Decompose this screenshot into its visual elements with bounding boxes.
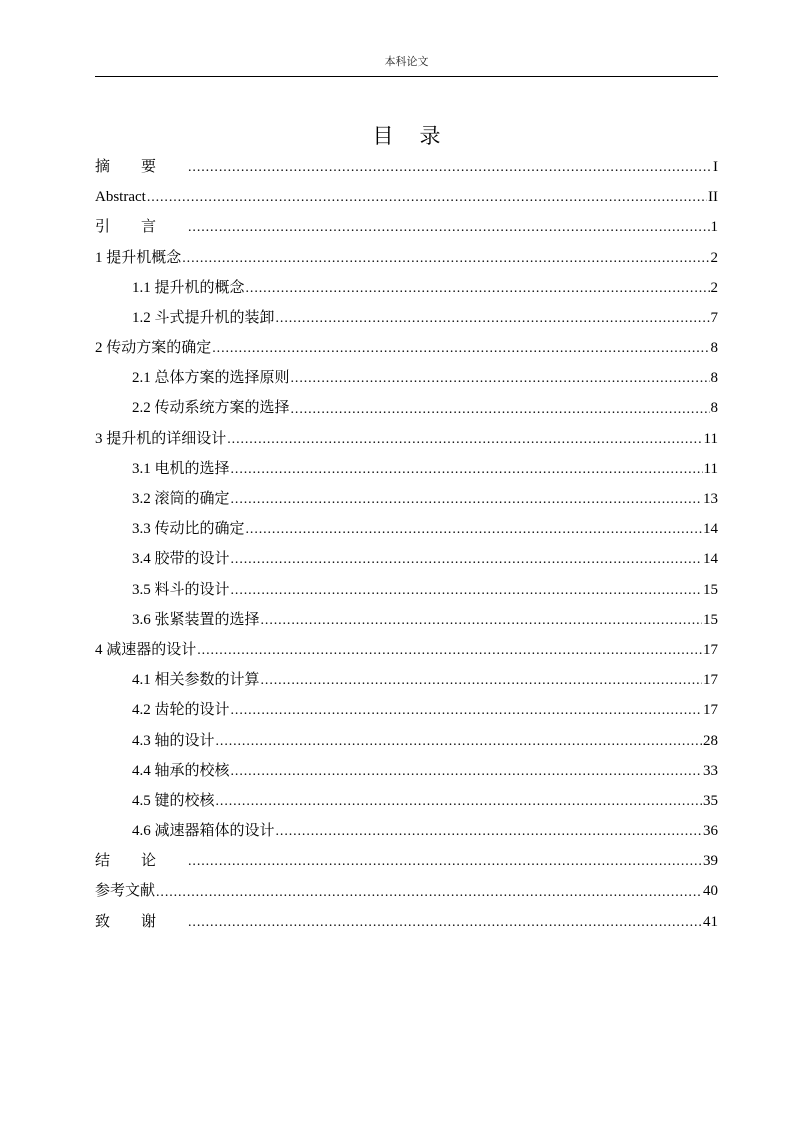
toc-dot-leader — [188, 212, 709, 242]
toc-dot-leader — [188, 846, 702, 876]
toc-entry-label: 参考文献 — [95, 883, 156, 900]
toc-dot-leader — [227, 424, 702, 454]
toc-entry[interactable] — [95, 544, 718, 574]
toc-dot-leader — [231, 575, 702, 605]
toc-entry[interactable] — [95, 303, 718, 333]
toc-entry-label: 3.1 电机的选择 — [132, 460, 230, 477]
toc-entry-label: 1.1 提升机的概念 — [132, 279, 245, 296]
toc-entry-page-number: 8 — [710, 400, 718, 417]
toc-entry-label: 3.2 滚筒的确定 — [132, 491, 230, 508]
toc-entry[interactable] — [95, 243, 718, 273]
toc-dot-leader — [188, 907, 702, 937]
toc-dot-leader — [231, 484, 702, 514]
toc-dot-leader — [246, 273, 710, 303]
toc-dot-leader — [291, 394, 710, 424]
toc-entry[interactable] — [95, 635, 718, 665]
toc-dot-leader — [182, 243, 709, 273]
toc-entry[interactable] — [95, 575, 718, 605]
toc-entry[interactable] — [95, 152, 718, 182]
toc-dot-leader — [231, 756, 702, 786]
toc-entry[interactable] — [95, 695, 718, 725]
toc-entry[interactable] — [95, 786, 718, 816]
toc-entry-page-number: 17 — [703, 702, 718, 719]
toc-entry-page-number: 1 — [710, 219, 718, 236]
toc-entry-page-number: 13 — [703, 491, 718, 508]
toc-entry-label: 4.1 相关参数的计算 — [132, 672, 260, 689]
toc-entry[interactable] — [95, 363, 718, 393]
toc-entry-page-number: 2 — [710, 279, 718, 296]
toc-dot-leader — [231, 695, 702, 725]
toc-entry-page-number: 36 — [703, 823, 718, 840]
toc-dot-leader — [147, 182, 707, 212]
toc-entry-page-number: 41 — [703, 913, 718, 930]
toc-entry[interactable] — [95, 273, 718, 303]
toc-dot-leader — [261, 665, 702, 695]
toc-entry-page-number: 17 — [703, 641, 718, 658]
toc-entry-label: 1 提升机概念 — [95, 249, 182, 266]
toc-entry-label: 摘要 — [95, 158, 188, 175]
toc-entry-page-number: 14 — [703, 521, 718, 538]
toc-entry[interactable] — [95, 846, 718, 876]
toc-dot-leader — [216, 786, 702, 816]
toc-entry-label: 3.4 胶带的设计 — [132, 551, 230, 568]
toc-dot-leader — [197, 635, 702, 665]
toc-entry-label: 4 减速器的设计 — [95, 641, 197, 658]
toc-entry[interactable] — [95, 756, 718, 786]
toc-entry[interactable] — [95, 514, 718, 544]
toc-dot-leader — [216, 726, 702, 756]
toc-entry[interactable] — [95, 726, 718, 756]
table-of-contents — [95, 152, 718, 937]
toc-dot-leader — [276, 303, 710, 333]
toc-dot-leader — [291, 363, 710, 393]
toc-entry-page-number: 2 — [710, 249, 718, 266]
header-rule — [95, 76, 718, 77]
toc-entry-page-number: 14 — [703, 551, 718, 568]
toc-entry-page-number: 39 — [703, 853, 718, 870]
toc-entry[interactable] — [95, 424, 718, 454]
toc-dot-leader — [231, 454, 703, 484]
toc-entry-page-number: I — [713, 158, 718, 175]
toc-entry-page-number: 8 — [710, 370, 718, 387]
toc-entry[interactable] — [95, 454, 718, 484]
toc-entry[interactable] — [95, 816, 718, 846]
toc-entry-page-number: 8 — [710, 340, 718, 357]
toc-entry-label: 3.6 张紧装置的选择 — [132, 611, 260, 628]
toc-entry-page-number: 35 — [703, 792, 718, 809]
toc-dot-leader — [188, 152, 712, 182]
toc-entry-label: 4.6 减速器箱体的设计 — [132, 823, 275, 840]
toc-entry-page-number: 40 — [703, 883, 718, 900]
toc-entry[interactable] — [95, 212, 718, 242]
toc-entry[interactable] — [95, 484, 718, 514]
toc-title: 目录 — [372, 124, 467, 148]
toc-dot-leader — [231, 544, 702, 574]
toc-dot-leader — [246, 514, 702, 544]
toc-entry[interactable] — [95, 605, 718, 635]
toc-entry[interactable] — [95, 907, 718, 937]
toc-entry[interactable] — [95, 877, 718, 907]
toc-dot-leader — [156, 877, 702, 907]
toc-entry-label: 结论 — [95, 853, 188, 870]
toc-entry-page-number: 11 — [703, 430, 718, 447]
toc-entry-label: 3.5 料斗的设计 — [132, 581, 230, 598]
toc-entry-page-number: II — [708, 189, 718, 206]
toc-entry-page-number: 28 — [703, 732, 718, 749]
toc-entry-page-number: 11 — [703, 460, 718, 477]
toc-entry-page-number: 15 — [703, 611, 718, 628]
toc-entry-label: 2 传动方案的确定 — [95, 340, 212, 357]
toc-entry-label: 2.1 总体方案的选择原则 — [132, 370, 290, 387]
toc-entry[interactable] — [95, 665, 718, 695]
toc-entry-label: 引言 — [95, 219, 188, 236]
toc-dot-leader — [212, 333, 709, 363]
toc-entry-label: 3.3 传动比的确定 — [132, 521, 245, 538]
toc-entry[interactable] — [95, 333, 718, 363]
toc-entry-label: 4.4 轴承的校核 — [132, 762, 230, 779]
toc-dot-leader — [276, 816, 702, 846]
toc-entry[interactable] — [95, 394, 718, 424]
toc-entry[interactable] — [95, 182, 718, 212]
toc-entry-label: 3 提升机的详细设计 — [95, 430, 227, 447]
toc-entry-page-number: 33 — [703, 762, 718, 779]
running-header: 本科论文 — [384, 56, 429, 68]
toc-entry-page-number: 7 — [710, 309, 718, 326]
toc-entry-label: 4.5 键的校核 — [132, 792, 215, 809]
toc-entry-label: 致谢 — [95, 913, 188, 930]
toc-entry-page-number: 15 — [703, 581, 718, 598]
toc-entry-label: 4.2 齿轮的设计 — [132, 702, 230, 719]
toc-entry-label: 1.2 斗式提升机的装卸 — [132, 309, 275, 326]
toc-entry-page-number: 17 — [703, 672, 718, 689]
toc-entry-label: 2.2 传动系统方案的选择 — [132, 400, 290, 417]
toc-entry-label: 4.3 轴的设计 — [132, 732, 215, 749]
toc-entry-label: Abstract — [95, 189, 146, 206]
toc-dot-leader — [261, 605, 702, 635]
